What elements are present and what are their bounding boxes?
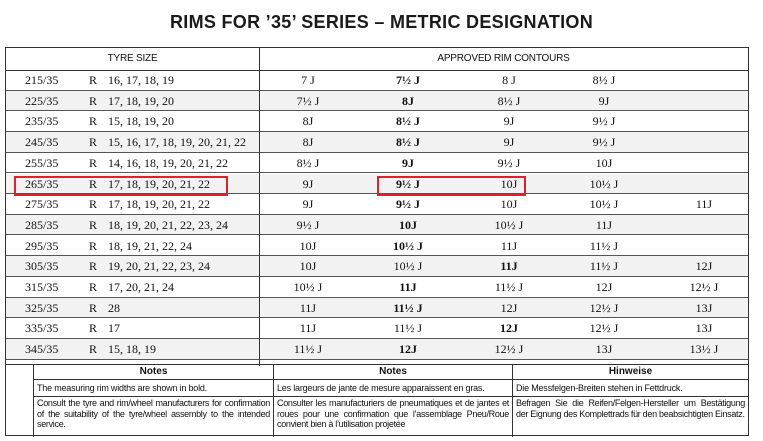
tyre-size: 265/35 — [25, 176, 59, 191]
rim-contour: 11½ J — [393, 300, 423, 315]
rim-contour: 11J — [500, 259, 518, 274]
construction-code: R — [89, 300, 98, 315]
rim-contour: 12J — [595, 280, 613, 294]
rim-contour: 11J — [399, 280, 417, 294]
rim-contour: 10½ J — [494, 217, 524, 232]
rim-contour: 9½ J — [592, 135, 616, 150]
notes-heading: Notes — [34, 365, 273, 380]
rim-diameters: 19, 20, 21, 22, 23, 24 — [108, 259, 210, 274]
rim-contour: 11J — [299, 300, 317, 315]
table-row — [6, 132, 748, 153]
construction-code: R — [89, 342, 98, 357]
rim-contour: 9J — [302, 176, 314, 191]
rim-table — [5, 47, 749, 436]
construction-code: R — [89, 155, 98, 170]
construction-code: R — [89, 114, 98, 129]
rim-contour: 8½ J — [497, 93, 521, 108]
table-row — [6, 236, 748, 257]
rim-diameters: 14, 16, 18, 19, 20, 21, 22 — [108, 155, 228, 170]
rim-contour: 11J — [299, 321, 317, 336]
table-row — [6, 194, 748, 215]
rim-contour: 8½ J — [396, 114, 420, 129]
rim-contour: 9½ J — [497, 155, 521, 170]
tyre-size: 295/35 — [25, 238, 59, 253]
tyre-size: 315/35 — [25, 280, 59, 294]
rim-contour: 8J — [402, 93, 414, 108]
rim-contour: 9½ J — [396, 197, 420, 212]
rim-contour: 12½ J — [589, 321, 619, 336]
rim-contour: 11½ J — [393, 321, 423, 336]
rim-contour: 12½ J — [689, 280, 719, 294]
rim-diameters: 17, 18, 19, 20, 21, 22 — [108, 197, 210, 212]
rim-contour: 11½ J — [589, 238, 619, 253]
rim-diameters: 18, 19, 20, 21, 22, 23, 24 — [108, 217, 228, 232]
rim-contour: 7 J — [301, 73, 315, 87]
rim-contour: 10J — [500, 197, 518, 212]
rim-contour: 12J — [399, 342, 417, 357]
tyre-size: 275/35 — [25, 197, 59, 212]
column-divider — [259, 70, 260, 366]
rim-contour: 8J — [302, 114, 314, 129]
notes-section — [6, 364, 748, 437]
rim-diameters: 17, 18, 19, 20, 21, 22 — [108, 176, 210, 191]
rim-contour: 12J — [500, 321, 518, 336]
rim-contour: 10½ J — [393, 238, 423, 253]
rim-contour: 10J — [399, 217, 417, 232]
rim-contour: 10½ J — [589, 197, 619, 212]
rim-contour: 12½ J — [494, 342, 524, 357]
rim-contour: 12J — [695, 259, 713, 274]
rim-contour: 9J — [503, 114, 515, 129]
tyre-size: 305/35 — [25, 259, 59, 274]
rim-contour: 9J — [503, 135, 515, 150]
rim-diameters: 15, 18, 19, 20 — [108, 114, 174, 129]
construction-code: R — [89, 135, 98, 150]
notes-german — [512, 365, 748, 437]
construction-code: R — [89, 259, 98, 274]
rim-contour: 7½ J — [396, 73, 420, 87]
notes-spacer — [6, 365, 33, 437]
table-row — [6, 318, 748, 339]
table-row — [6, 215, 748, 236]
tyre-size: 235/35 — [25, 114, 59, 129]
tyre-size: 285/35 — [25, 217, 59, 232]
notes-french — [273, 365, 512, 437]
rim-contour: 12½ J — [589, 300, 619, 315]
highlight-box-size — [14, 176, 228, 196]
table-row — [6, 277, 748, 298]
rim-contour: 8 J — [502, 73, 516, 87]
rim-contour: 11½ J — [494, 280, 524, 294]
table-row — [6, 256, 748, 277]
construction-code: R — [89, 176, 98, 191]
tyre-size: 335/35 — [25, 321, 59, 336]
rim-diameters: 28 — [108, 300, 120, 315]
rim-contour: 12J — [500, 300, 518, 315]
tyre-size: 225/35 — [25, 93, 59, 108]
construction-code: R — [89, 217, 98, 232]
rim-contour: 13J — [695, 321, 713, 336]
rim-contour: 9½ J — [396, 176, 420, 191]
rim-contour: 11½ J — [293, 342, 323, 357]
notes-line-consult: Consult the tyre and rim/wheel manufacturers for confirmation of the suitability of the tyre/wheel assembly to the intended service. — [37, 398, 270, 429]
notes-line-bold: Les largeurs de jante de mesure apparaissent en gras. — [274, 380, 512, 397]
rim-contour: 9J — [402, 155, 414, 170]
rim-contour: 10½ J — [293, 280, 323, 294]
rim-contour: 10J — [500, 176, 518, 191]
rim-diameters: 16, 17, 18, 19 — [108, 73, 174, 87]
table-row — [6, 339, 748, 360]
rim-diameters: 18, 19, 21, 22, 24 — [108, 238, 192, 253]
rim-contour: 10J — [299, 259, 317, 274]
tyre-size: 345/35 — [25, 342, 59, 357]
tyre-size: 325/35 — [25, 300, 59, 315]
rim-contour: 13½ J — [689, 342, 719, 357]
table-row — [6, 298, 748, 319]
rim-contour: 9J — [302, 197, 314, 212]
rim-contour: 11½ J — [589, 259, 619, 274]
table-row — [6, 91, 748, 112]
rim-diameters: 15, 16, 17, 18, 19, 20, 21, 22 — [108, 135, 246, 150]
notes-line-bold: Die Messfelgen-Breiten stehen in Fettdruck. — [513, 380, 748, 397]
rim-contour: 9J — [598, 93, 610, 108]
notes-line-bold: The measuring rim widths are shown in bold. — [34, 380, 273, 397]
rim-contour: 10J — [299, 238, 317, 253]
rim-contour: 13J — [595, 342, 613, 357]
rim-contour: 10½ J — [393, 259, 423, 274]
rim-diameters: 17, 20, 21, 24 — [108, 280, 174, 294]
rim-contour: 8½ J — [296, 155, 320, 170]
construction-code: R — [89, 238, 98, 253]
highlight-box-rims — [377, 176, 526, 196]
notes-english — [33, 365, 273, 437]
construction-code: R — [89, 73, 98, 87]
notes-heading: Hinweise — [513, 365, 748, 380]
rim-contour: 8J — [302, 135, 314, 150]
rim-diameters: 17 — [108, 321, 120, 336]
page-title: RIMS FOR ’35’ SERIES – METRIC DESIGNATION — [169, 12, 594, 32]
rim-contour: 11J — [595, 217, 613, 232]
rim-contour: 8½ J — [396, 135, 420, 150]
table-row — [6, 70, 748, 91]
tyre-size: 215/35 — [25, 73, 59, 87]
approved-rim-header: APPROVED RIM CONTOURS — [259, 48, 748, 71]
notes-line-consult: Consulter les manufacturiers de pneumatiques et de jantes et roues pour une confirmation que l’assemblage Pneu/Roue convient bien à l’utilisation projetée — [277, 398, 509, 429]
construction-code: R — [89, 321, 98, 336]
table-row — [6, 153, 748, 174]
tyre-size: 255/35 — [25, 155, 59, 170]
tyre-size: 245/35 — [25, 135, 59, 150]
tyre-size-header: TYRE SIZE — [6, 48, 260, 71]
rim-contour: 10½ J — [589, 176, 619, 191]
rim-contour: 9½ J — [592, 114, 616, 129]
rim-contour: 9½ J — [296, 217, 320, 232]
rim-contour: 13J — [695, 300, 713, 315]
notes-heading: Notes — [274, 365, 512, 380]
construction-code: R — [89, 93, 98, 108]
rim-contour: 11J — [695, 197, 713, 212]
rim-diameters: 15, 18, 19 — [108, 342, 156, 357]
table-row — [6, 111, 748, 132]
notes-line-consult: Befragen Sie die Reifen/Felgen-Hersteller um Bestätigung der Eignung des Komplettrads für den beabsichtigten Einsatz. — [516, 398, 745, 419]
construction-code: R — [89, 280, 98, 294]
rim-contour: 10J — [595, 155, 613, 170]
rim-contour: 8½ J — [592, 73, 616, 87]
rim-contour: 11J — [500, 238, 518, 253]
construction-code: R — [89, 197, 98, 212]
rim-contour: 7½ J — [296, 93, 320, 108]
rim-diameters: 17, 18, 19, 20 — [108, 93, 174, 108]
